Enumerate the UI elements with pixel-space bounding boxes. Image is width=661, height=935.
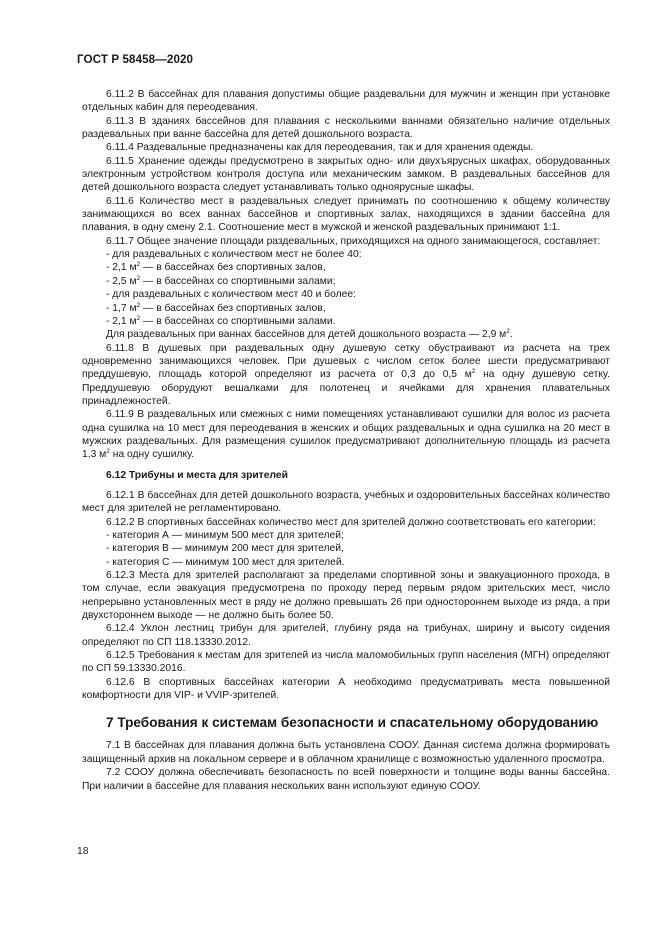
paragraph-6-12-1: 6.12.1 В бассейнах для детей дошкольного возраста, учебных и оздоровительных бассейнах количество мест для зрителей не регламентировано. <box>82 489 610 515</box>
list-item-text: - 1,7 м <box>106 302 137 314</box>
paragraph-6-12-5: 6.12.5 Требования к местам для зрителей из числа маломобильных групп населения (МГН) определяют по СП 59.13330.2016. <box>82 650 610 675</box>
list-item: - категория С — минимум 100 мест для зрителей. <box>106 556 345 568</box>
section-heading-6-12: 6.12 Трибуны и места для зрителей <box>106 469 288 481</box>
paragraph-6-11-6: 6.11.6 Количество мест в раздевальных следует принимать по соотношению к общему количеству занимающихся во всех ваннах бассейнов и спортивных залах, находящихся в здании бассейна для плавания, в одну смену 2.1. Соотношение мест в мужской и женской раздевальных принимают 1:1. <box>82 195 610 234</box>
paragraph-6-11-4: 6.11.4 Раздевальные предназначены как для переодевания, так и для хранения одежды. <box>106 142 534 154</box>
list-item-text: — в бассейнах без спортивных залов, <box>140 262 326 274</box>
superscript: 2 <box>471 368 476 376</box>
list-item-text: Для раздевальных при ваннах бассейнов для детей дошкольного возраста — 2,9 м <box>106 329 507 341</box>
superscript: 2 <box>136 274 141 282</box>
paragraph-6-12-2: 6.12.2 В спортивных бассейнах количество мест для зрителей должно соответствовать его категории: <box>106 516 596 528</box>
list-item-text: - 2,5 м <box>106 275 137 287</box>
list-item <box>82 275 610 288</box>
paragraph-6-12-4: 6.12.4 Уклон лестниц трибун для зрителей, глубину ряда на трибунах, ширину и высоту сидения определяют по СП 118.13330.2012. <box>82 623 610 648</box>
list-item <box>82 328 610 341</box>
superscript: 2 <box>506 328 510 336</box>
paragraph-7-2: 7.2 СООУ должна обеспечивать безопасность по всей поверхности и толщине воды ванны бассейна. При наличии в бассейне для плавания нескольких ванн используют единую СООУ. <box>82 767 610 792</box>
paragraph-text: на одну сушилку. <box>109 449 195 461</box>
paragraph-6-12-6: 6.12.6 В спортивных бассейнах категории А необходимо предусматривать места повышенной комфортности для VIP- и VVIP-зрителей. <box>82 676 610 702</box>
paragraph-6-11-2: 6.11.2 В бассейнах для плавания допустимы общие раздевальни для мужчин и женщин при установке отдельных кабин для переодевания. <box>82 89 610 114</box>
list-item-text: . <box>509 329 513 341</box>
superscript: 2 <box>106 448 110 456</box>
paragraph-6-11-5: 6.11.5 Хранение одежды предусмотрено в закрытых одно- или двухъярусных шкафах, оборудованных электронным устройством контроля доступа или механическим замком. В раздевальных бассейнов для детей дошкольного возраста следует устанавливать только одноярусные шкафы. <box>82 155 610 194</box>
paragraph-6-11-7: 6.11.7 Общее значение площади раздевальных, приходящихся на одного занимающегося, составляет: <box>106 235 601 247</box>
superscript: 2 <box>136 314 141 322</box>
paragraph-6-11-8 <box>82 342 610 409</box>
chapter-heading-7: 7 Требования к системам безопасности и спасательному оборудованию <box>106 715 599 731</box>
document-code: ГОСТ Р 58458—2020 <box>77 53 194 66</box>
superscript: 2 <box>136 301 141 309</box>
list-item-text: — в бассейнах со спортивными залами. <box>140 315 336 327</box>
list-item: - для раздевальных с количеством мест 40 и более: <box>106 289 356 301</box>
paragraph-6-12-3: 6.12.3 Места для зрителей располагают за пределами спортивной зоны и эвакуационного прохода, в том случае, если эвакуация предусмотрена по проходу перед первым рядом зрительских мест, число непрерывно установленных мест в ряду не должно превышать 26 при одностороннем выходе из ряда, а при двухстороннем выходе — не должно быть более 50. <box>82 570 610 622</box>
paragraph-text: 6.11.9 В раздевальных или смежных с ними помещениях устанавливают сушилки для волос из расчета одна сушилка на 10 мест для переодевания в женских и общих раздевальных и одна сушилка на 20 мест в мужских раздевальных. Для размещения сушилок предусматривают дополнительную площадь из расчета 1,3 м <box>82 409 610 461</box>
paragraph-6-11-9 <box>82 408 610 461</box>
document-body <box>82 88 610 793</box>
paragraph-7-1: 7.1 В бассейнах для плавания должна быть установлена СООУ. Данная система должна формировать защищенный архив на локальном сервере и в облачном хранилище с возможностью удаленного просмотра. <box>82 740 610 765</box>
paragraph-text: на одну душевую сетку. Преддушевую оборудуют вешалками для полотенец и ячейками для хранения плавательных принадлежностей. <box>82 369 611 407</box>
page-number: 18 <box>77 846 89 857</box>
list-item-text: - 2,1 м <box>106 262 137 274</box>
list-item: - для раздевальных с количеством мест не более 40: <box>106 249 362 261</box>
list-item-text: — в бассейнах без спортивных залов, <box>140 302 326 314</box>
paragraph-text: 6.11.8 В душевых при раздевальных одну душевую сетку обустраивают из расчета на трех одновременно занимающихся человек. При душевых с числом сеток более шести предусматривают преддушевую, площадь которой определяют из расчета от 0,3 до 0,5 м <box>82 342 610 381</box>
superscript: 2 <box>136 261 141 269</box>
list-item <box>82 261 610 274</box>
paragraph-6-11-3: 6.11.3 В зданиях бассейнов для плавания с несколькими ваннами обязательно наличие отдельных раздевальных при ванне бассейна для детей дошкольного возраста. <box>82 115 610 141</box>
list-item <box>82 315 610 328</box>
list-item: - категория В — минимум 200 мест для зрителей, <box>106 543 344 555</box>
list-item: - категория А — минимум 500 мест для зрителей; <box>106 530 344 541</box>
list-item-text: — в бассейнах со спортивными залами; <box>140 275 336 287</box>
list-item <box>82 302 610 315</box>
list-item-text: - 2,1 м <box>106 315 137 327</box>
